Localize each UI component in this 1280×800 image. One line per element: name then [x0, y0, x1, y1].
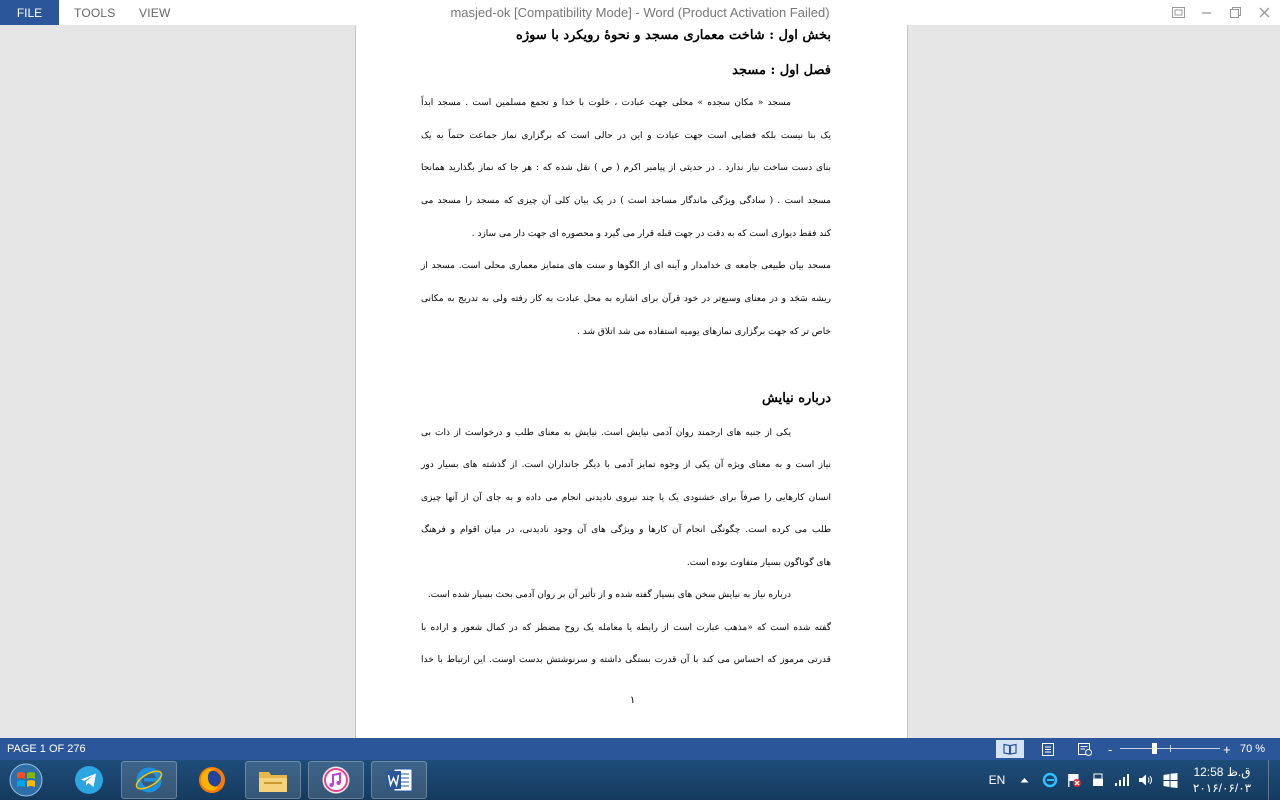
language-indicator[interactable]: EN [988, 773, 1006, 787]
zoom-in-button[interactable]: + [1223, 741, 1231, 757]
read-mode-options-icon[interactable] [1165, 0, 1191, 25]
internet-explorer-icon[interactable] [121, 761, 177, 799]
file-explorer-icon[interactable] [245, 761, 301, 799]
paragraph-line: بنای دست ساخت نیاز ندارد . در حدیثی از پیامبر اکرم ( ص ) نقل شده که : هر جا که نماز بگذارید همانجا [421, 163, 831, 173]
paragraph-line: مسجد است . ( سادگی ویژگی ماندگار مساجد است ) در یک بیان کلی آن چیزی که مسجد را مسجد می [421, 196, 831, 206]
paragraph-line: انسان کارهایی را صرفاً برای خشنودی یک یا چند نیروی نادیدنی انجام می داده و به جای آن از آنها چیزی [421, 493, 831, 503]
itunes-icon[interactable] [308, 761, 364, 799]
document-area[interactable] [0, 25, 1280, 738]
paragraph-line: یک بنا نیست بلکه فضایی است جهت عبادت و این در حالی است که برگزاری نماز جماعت حتماً به یک [421, 131, 831, 141]
clock-time: 12:58 ق.ظ [1193, 765, 1251, 779]
tab-file[interactable]: FILE [0, 0, 59, 25]
show-desktop-button[interactable] [1268, 760, 1280, 800]
web-layout-icon[interactable] [1071, 740, 1099, 758]
paragraph-line: گفته شده است که «مذهب عبارت است از رابطه یا معامله یک روح مضطر که در کمال شعور و اراده با [421, 623, 831, 633]
flag-tray-icon[interactable] [1064, 760, 1084, 800]
ie-tray-icon[interactable] [1040, 760, 1060, 800]
heading-part-one: بخش اول : شاخت معماری مسجد و نحوهٔ رویکرد با سوژه [516, 28, 831, 43]
windows-flag-icon[interactable] [1160, 760, 1180, 800]
paragraph-line: مسجد « مکان سجده » محلی جهت عبادت ، خلوت با خدا و تجمع مسلمین است . مسجد ابداً [421, 98, 791, 108]
paragraph-line: یکی از جنبه های ارجمند روان آدمی نیایش است. نیایش به معنای طلب و درخواست از ذات بی [421, 428, 791, 438]
usb-tray-icon[interactable] [1088, 760, 1108, 800]
paragraph-line: خاص تر که جهت برگزاری نمازهای یومیه استفاده می شد اتلاق شد . [577, 327, 831, 337]
firefox-icon[interactable] [184, 761, 240, 799]
paragraph-line: کند فقط دیواری است که به دقت در جهت قبله قرار می گیرد و محصوره ای جهت دار می سازد . [471, 229, 831, 239]
paragraph-line: نیاز است و به معنای ویژه آن یکی از وجوه تمایز آدمی با دیگر جانداران است. از گذشته های بسیار دور [421, 460, 831, 470]
page-indicator[interactable]: PAGE 1 OF 276 [7, 743, 86, 755]
clock-date: ۲۰۱۶/۰۶/۰۳ [1192, 781, 1252, 795]
minimize-icon[interactable] [1193, 0, 1219, 25]
paragraph-line: درباره نیاز به نیایش سخن های بسیار گفته شده و از تأثیر آن بر روان آدمی بحث بسیار شده است. [427, 590, 791, 600]
paragraph-line: ریشه سَجَد و در معنای وسیع‌تر در خود قرآن برای اشاره به محل عبادت به کار رفته ولی به تدریج به مکانی [421, 294, 831, 304]
paragraph-line: قدرتی مرموز که احساس می کند با آن قدرت بستگی داشته و سرنوشتش بدست اوست. این ارتباط با خدا [421, 655, 831, 665]
show-hidden-icons-icon[interactable] [1016, 760, 1032, 800]
network-signal-icon[interactable] [1112, 760, 1132, 800]
taskbar [0, 760, 1280, 800]
close-icon[interactable] [1251, 0, 1277, 25]
heading-prayer: درباره نیایش [762, 391, 831, 406]
restore-icon[interactable] [1222, 0, 1248, 25]
zoom-slider-center-mark [1170, 745, 1171, 752]
word-icon[interactable] [371, 761, 427, 799]
zoom-out-button[interactable]: - [1108, 741, 1113, 757]
status-bar [0, 738, 1280, 760]
paragraph-line: طلب می کرده است. چگونگی انجام آن کارها و ویژگی های آن وجود نادیدنی، در میان اقوام و فرهنگ [421, 525, 831, 535]
telegram-icon[interactable] [61, 761, 117, 799]
page-number: ۱ [629, 695, 636, 706]
system-clock[interactable] [1190, 764, 1254, 796]
zoom-level[interactable]: 70 % [1240, 743, 1266, 755]
paragraph-line: های گوناگون بسیار متفاوت بوده است. [686, 558, 831, 568]
start-button[interactable] [4, 761, 48, 799]
document-page[interactable] [355, 25, 908, 738]
tab-tools[interactable]: TOOLS [74, 5, 116, 20]
paragraph-line: مسجد بیان طبیعی جامعه ی خدامدار و آینه ای از الگوها و سنت های متمایز معماری محلی است. مسجد از [421, 261, 831, 271]
heading-chapter-one: فصل اول : مسجد [732, 63, 831, 78]
volume-icon[interactable] [1136, 760, 1156, 800]
zoom-slider-thumb[interactable] [1152, 743, 1157, 754]
print-layout-icon[interactable] [1034, 740, 1062, 758]
read-mode-icon[interactable] [996, 740, 1024, 758]
tab-view[interactable]: VIEW [139, 5, 171, 20]
title-bar [0, 0, 1280, 25]
window-title: masjed-ok [Compatibility Mode] - Word (Product Activation Failed) [450, 5, 830, 20]
